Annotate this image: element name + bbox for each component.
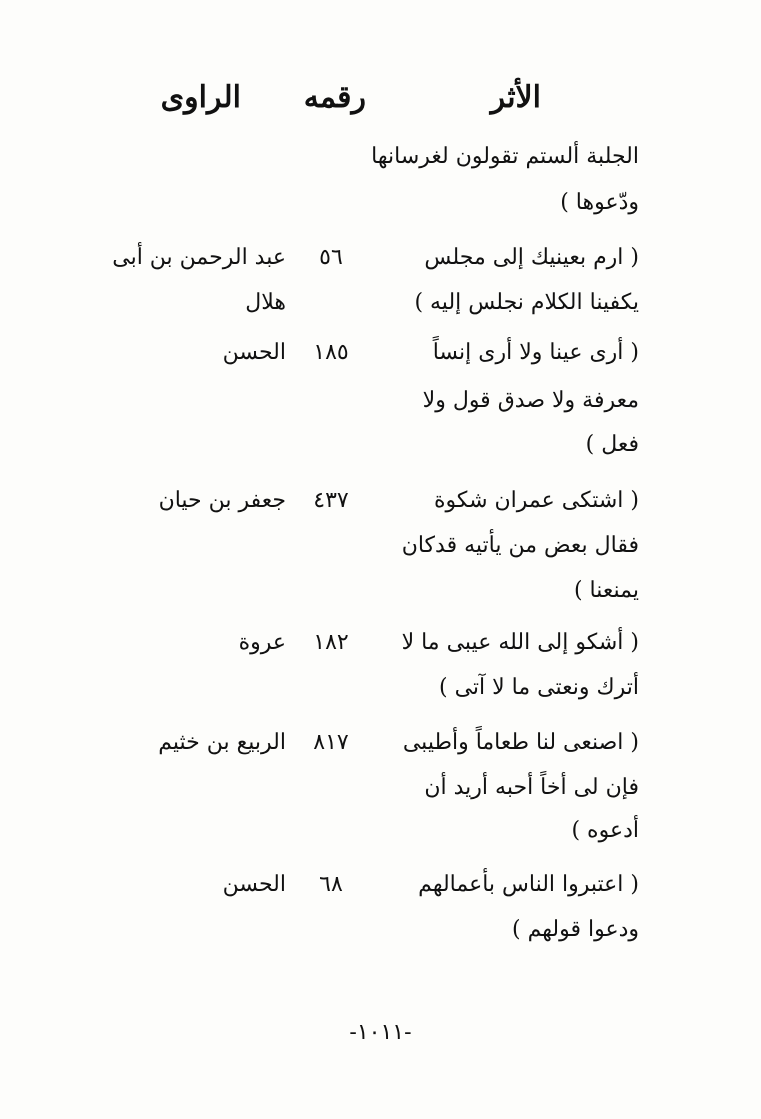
athar-number: ٦٨ — [319, 872, 343, 897]
athar-line: ( أشكو إلى الله عيبى ما لا — [401, 630, 639, 655]
athar-number: ٤٣٧ — [313, 488, 349, 513]
athar-line: فقال بعض من يأتيه قدكان — [401, 533, 639, 558]
rawi-name: الحسن — [222, 872, 286, 897]
athar-line: أترك ونعتى ما لا آتى ) — [439, 675, 639, 700]
rawi-name: الحسن — [222, 340, 286, 365]
athar-line: ( اصنعى لنا طعاماً وأطيبى — [402, 730, 639, 755]
rawi-name: عروة — [238, 630, 286, 655]
athar-line: معرفة ولا صدق قول ولا — [422, 388, 639, 413]
rawi-name: جعفر بن حيان — [158, 488, 286, 513]
athar-line: فإن لى أخاً أحبه أريد أن — [424, 775, 639, 800]
athar-line: يمنعنا ) — [573, 578, 639, 603]
athar-line: يكفينا الكلام نجلس إليه ) — [414, 290, 639, 315]
rawi-name: الربيع بن خثيم — [158, 730, 286, 755]
rawi-name: هلال — [245, 290, 286, 315]
athar-line: ( اشتكى عمران شكوة — [434, 488, 639, 513]
intro-line: ودّعوها ) — [560, 190, 639, 215]
athar-number: ٥٦ — [319, 245, 343, 270]
header-rawi: الراوى — [160, 80, 241, 115]
athar-number: ١٨٥ — [313, 340, 349, 365]
header-number: رقمه — [303, 80, 366, 115]
header-athar: الأثر — [490, 80, 541, 115]
athar-number: ١٨٢ — [313, 630, 349, 655]
athar-line: ( اعتبروا الناس بأعمالهم — [418, 872, 639, 897]
rawi-name: عبد الرحمن بن أبى — [112, 245, 286, 270]
athar-line: ( أرى عينا ولا أرى إنساً — [432, 340, 639, 365]
page-number: -١٠١١- — [349, 1020, 412, 1045]
athar-number: ٨١٧ — [313, 730, 349, 755]
athar-line: أدعوه ) — [571, 818, 639, 843]
athar-line: ودعوا قولهم ) — [512, 917, 639, 942]
intro-line: الجلبة ألستم تقولون لغرسانها — [371, 144, 639, 169]
athar-line: فعل ) — [585, 432, 639, 457]
athar-line: ( ارم بعينيك إلى مجلس — [424, 245, 639, 270]
